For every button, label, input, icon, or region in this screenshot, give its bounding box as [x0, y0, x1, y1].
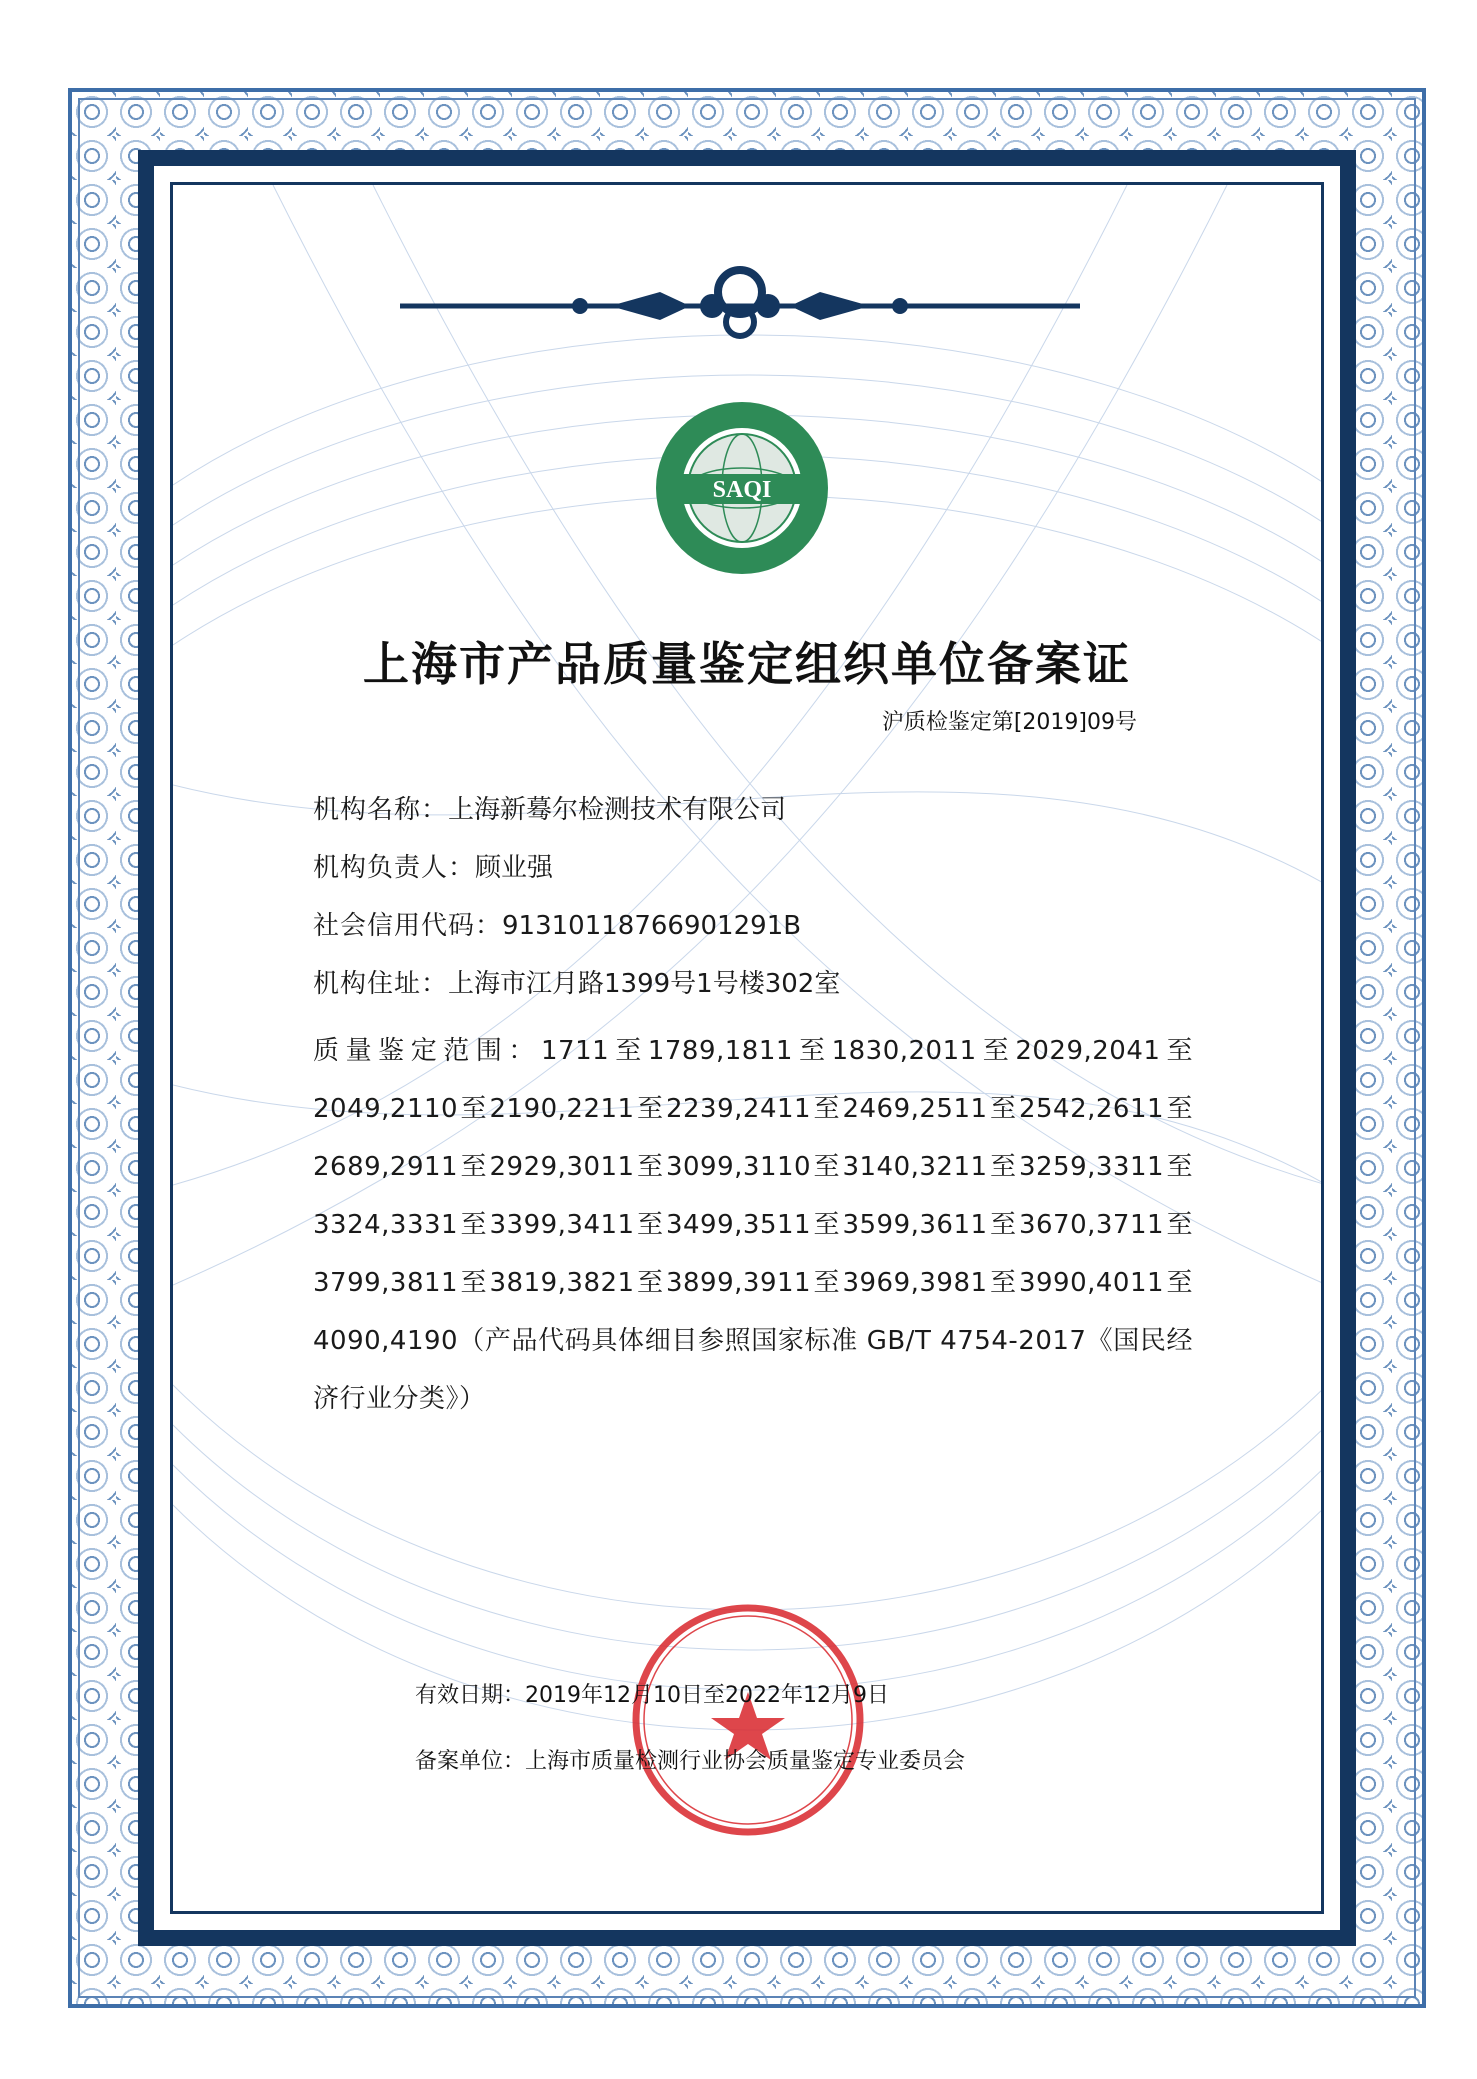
field-credit-code	[313, 906, 1193, 964]
field-label: 机构负责人：	[313, 853, 476, 883]
document-number: 沪质检鉴定第[2019]09号	[881, 710, 1137, 735]
field-label: 社会信用代码：	[313, 911, 503, 941]
registration-value: 上海市质量检测行业协会质量鉴定专业委员会	[525, 1749, 966, 1774]
registration-unit	[415, 1744, 965, 1775]
certificate-title: 上海市产品质量鉴定组织单位备案证	[363, 637, 1131, 691]
field-responsible-person	[313, 848, 1193, 906]
top-ornament	[390, 262, 1090, 342]
official-seal	[628, 1600, 868, 1840]
validity-label: 有效日期：	[415, 1683, 526, 1708]
field-address	[313, 964, 1193, 1022]
field-inspection-scope	[313, 1022, 1193, 1428]
validity-period	[415, 1678, 889, 1709]
registration-label: 备案单位：	[415, 1749, 526, 1774]
validity-value: 2019年12月10日至2022年12月9日	[525, 1683, 889, 1708]
field-label: 机构名称：	[313, 795, 449, 825]
field-label: 机构住址：	[313, 969, 449, 999]
certificate-fields	[313, 790, 1193, 1428]
field-value: 上海市江月路1399号1号楼302室	[448, 969, 841, 999]
field-label: 质量鉴定范围：	[313, 1036, 542, 1066]
logo-abbr: SAQI	[712, 477, 772, 503]
field-value: 91310118766901291B	[502, 911, 802, 941]
field-value: 1711至1789,1811至1830,2011至2029,2041至2049,2110至2190,2211至2239,2411至2469,2511至2542,2611至2689,2911至2929,3011至3099,3110至3140,3211至3259,3311至3324,3331至3399,3411至3499,3511至3599,3611至3670,3711至3799,3811至3819,3821至3899,3911至3969,3981至3990,4011至4090,4190（产品代码具体细目参照国家标准 GB/T 4754-2017《国民经济行业分类》）	[313, 1036, 1193, 1414]
field-value: 上海新蓦尔检测技术有限公司	[448, 795, 787, 825]
field-value: 顾业强	[475, 853, 554, 883]
saqi-logo	[652, 398, 832, 578]
field-org-name	[313, 790, 1193, 848]
